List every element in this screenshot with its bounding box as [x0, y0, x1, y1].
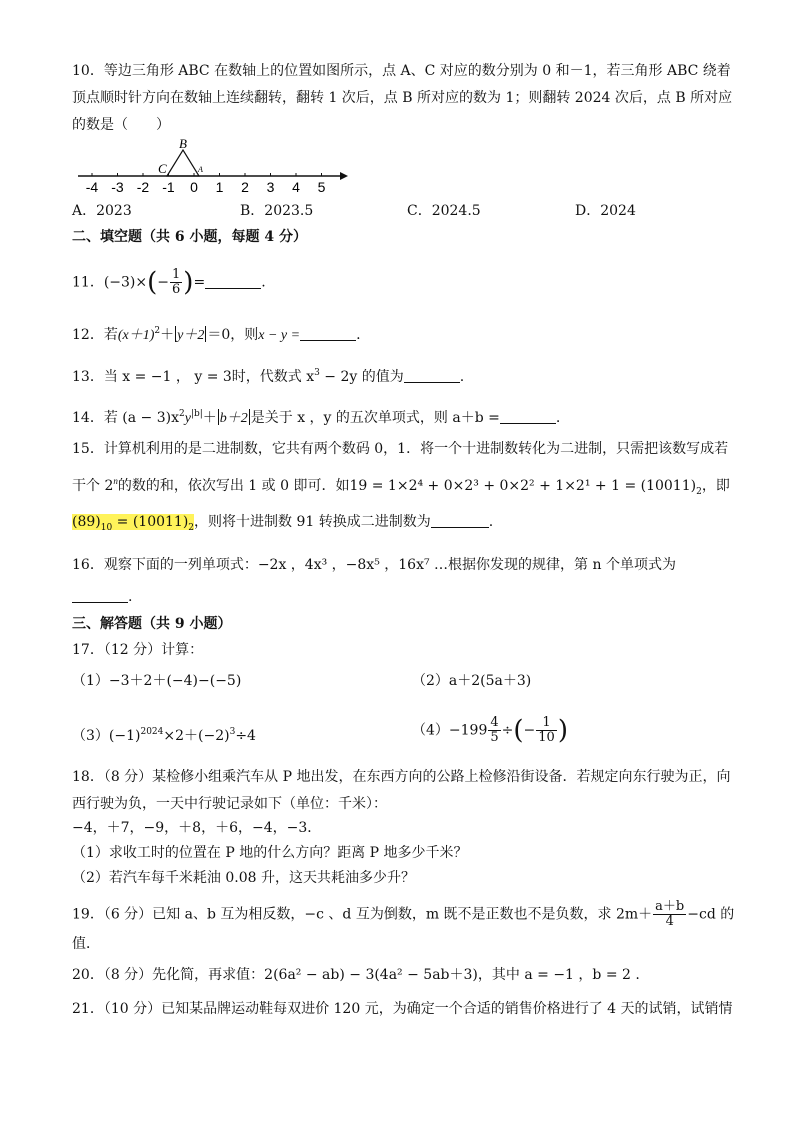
q17-part4: （4）−199 $\frac{4}{5}$ ÷(− $\frac{1}{10}$ ): [412, 715, 568, 746]
q11-num: 11．: [72, 274, 104, 291]
axis-tick-label: -4: [85, 179, 99, 195]
q15-highlight: $(89)_{10} = (10011)_2$: [72, 514, 195, 533]
q15-line3: $(89)_{10} = (10011)_2$，则将十进制数 91 转换成二进制数为 .: [72, 514, 494, 533]
q10-line1: 10．等边三角形 ABC 在数轴上的位置如图所示，点 A、C 对应的数分别为 0 和－1，若三角形 ABC 绕着: [72, 63, 731, 79]
q12-blank: [300, 326, 356, 341]
axis-tick-label: 4: [292, 179, 300, 195]
q11: 11．(−3)×(− $\frac{1}{6}$ )= .: [72, 267, 266, 298]
q14: 14．若 $(a - 3)x^2y^{|b|}+ b+2$ 是关于 x ，y 的五次单项式，则 a＋b = .: [72, 409, 561, 426]
section3-title: 三、解答题（共 9 小题）: [72, 616, 232, 632]
q11-blank: [205, 274, 261, 289]
axis-tick-label: 3: [266, 179, 275, 195]
q19-line2: 值．: [72, 936, 100, 952]
axis-tick-label: 2: [241, 179, 249, 195]
triangle-abc: [167, 150, 199, 176]
q21: 21．（10 分）已知某品牌运动鞋每双进价 120 元，为确定一个合适的销售价格进行了 4 天的试销，试销情: [72, 1001, 733, 1017]
q16-blank: [72, 588, 128, 603]
q17-part1: （1）−3＋2＋(−4)−(−5): [72, 673, 242, 689]
q13-blank: [404, 368, 460, 383]
q17-part3: $(3)(-1)^{2024}\times 2+(-2)^3\div 4$: [72, 727, 256, 744]
q18-line5: （2）若汽车每千米耗油 0.08 升，这天共耗油多少升？: [72, 870, 415, 886]
q16-line1: 16．观察下面的一列单项式：−2x ，4x³ ，−8x⁵ ，16x⁷ …根据你发现的规律，第 n 个单项式为: [72, 557, 676, 573]
q11-eq: =: [193, 274, 206, 291]
q10-option-a: A．2023: [72, 203, 132, 219]
q11-pre: (−3)×: [103, 274, 148, 291]
q15-line2: 干个 2$^n$的数的和，依次写出 1 或 0 即可．如$19 = 1\times 2^4 + 0\times 2^3 + 0\times 2^2 + 1\times 2^1 + 1 = (10011)_2$，即: [72, 476, 730, 497]
q14-blank: [500, 409, 556, 424]
q10-option-b: B．2023.5: [240, 203, 314, 219]
label-c: C: [158, 161, 167, 176]
q17-part2: （2）a＋2(5a＋3): [412, 673, 532, 689]
q13: 13．当 x = −1 ， y = 3时，代数式 $x^3 - 2y$ 的值为 .: [72, 368, 465, 385]
q12-num: 12．若: [72, 327, 118, 343]
q11-fraction: $\frac{1}{6}$: [172, 267, 181, 297]
q17-head: 17．（12 分）计算：: [72, 642, 204, 658]
q10-line3: 的数是（ ）: [72, 117, 170, 133]
q19-line1: 19．（6 分）已知 a、b 互为相反数，−c 、d 互为倒数，m 既不是正数也不是负数，求 2m＋ $\frac{a+b}{4}$ −cd 的: [72, 899, 735, 929]
label-b: B: [179, 138, 187, 151]
q11-minus: −: [157, 274, 170, 291]
q10-option-c: C．2024.5: [407, 203, 481, 219]
q18-line4: （1）求收工时的位置在 P 地的什么方向？距离 P 地多少千米？: [72, 845, 468, 861]
label-a: A: [198, 165, 203, 174]
q12: 12．若$(x+1)^2+ y+2 =0$，则x − y = .: [72, 326, 361, 343]
q10-line2: 顶点顺时针方向在数轴上连续翻转，翻转 1 次后，点 B 所对应的数为 1；则翻转 2024 次后，点 B 所对应: [72, 90, 733, 106]
q11-end: .: [261, 274, 266, 291]
q18-line1: 18．（8 分）某检修小组乘汽车从 P 地出发，在东西方向的公路上检修沿街设备．若规定向东行驶为正，向: [72, 769, 731, 785]
axis-arrow: [340, 172, 348, 180]
axis-tick-label: -1: [162, 179, 175, 195]
axis-tick-label: -3: [111, 179, 124, 195]
axis-tick-label: 1: [215, 179, 224, 195]
axis-tick-label: 5: [317, 179, 326, 195]
q16-line2: .: [72, 588, 132, 606]
q18-line3: −4，＋7，−9，＋8，＋6，−4，−3．: [72, 820, 322, 836]
q18-line2: 西行驶为负，一天中行驶记录如下（单位：千米）：: [72, 796, 387, 812]
q15-line1: 15．计算机利用的是二进制数，它共有两个数码 0，1．将一个十进制数转化为二进制，只需把该数写成若: [72, 441, 729, 457]
axis-tick-label: -2: [136, 179, 150, 195]
q10-option-d: D．2024: [575, 203, 636, 219]
q20: 20．（8 分）先化简，再求值：2(6a² − ab) − 3(4a² − 5ab＋3)，其中 a = −1 ，b = 2 .: [72, 967, 640, 983]
number-line-figure: [72, 138, 352, 196]
axis-tick-label: 0: [190, 179, 198, 195]
section2-title: 二、填空题（共 6 小题，每题 4 分）: [72, 229, 307, 245]
q15-blank: [431, 513, 489, 528]
